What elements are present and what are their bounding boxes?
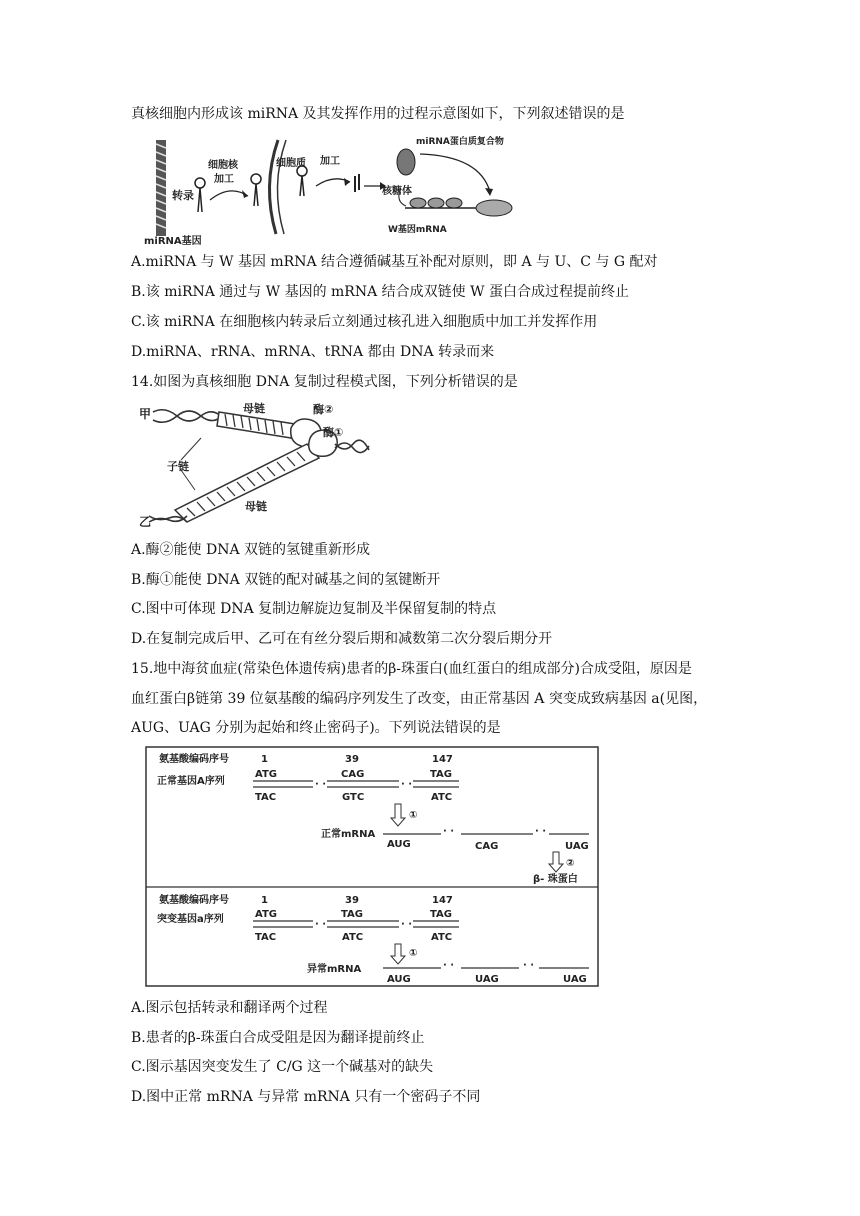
mutant-mrna-codon-39: UAG <box>475 974 499 985</box>
normal-pos-1: 1 <box>261 754 268 765</box>
blocked-mrna-complex <box>476 200 512 216</box>
svg-text:· ·: · · <box>401 919 413 930</box>
mutant-template-39: ATC <box>342 932 364 943</box>
yi-label: 乙 <box>139 515 152 529</box>
daughter-chain-label: 子链 <box>167 460 189 473</box>
q14-option-a: A.酶②能使 DNA 双链的氢键重新形成 <box>131 542 371 558</box>
enzyme-1-label: 酶① <box>323 426 344 439</box>
enzyme-2-label: 酶② <box>313 403 334 416</box>
normal-coding-147: TAG <box>430 769 452 780</box>
mutant-mrna-label: 异常mRNA <box>307 964 362 975</box>
mutant-gene-label: 突变基因a序列 <box>157 914 224 925</box>
normal-template-147: ATC <box>431 792 453 803</box>
q14-option-d: D.在复制完成后甲、乙可在有丝分裂后期和减数第二次分裂后期分开 <box>131 631 553 647</box>
q14-stem: 14.如图为真核细胞 DNA 复制过程模式图，下列分析错误的是 <box>131 374 518 390</box>
svg-text:· ·: · · <box>443 960 455 971</box>
dna-replication-figure <box>135 398 370 530</box>
mirna-gene-chromosome <box>156 140 166 236</box>
normal-gene-label: 正常基因A序列 <box>157 776 225 787</box>
mature-mirna <box>355 174 359 192</box>
q15-stem-line-2: 血红蛋白β链第 39 位氨基酸的编码序列发生了改变，由正常基因 A 突变成致病基因 a(见图， <box>131 691 708 707</box>
mutant-template-1: TAC <box>255 932 277 943</box>
q15-stem-line-3: AUG、UAG 分别为起始和终止密码子)。下列说法错误的是 <box>131 720 501 736</box>
mirna-process-figure <box>144 126 530 248</box>
ribosome-label: 核糖体 <box>382 186 412 197</box>
normal-mrna-codon-39: CAG <box>475 841 499 852</box>
mutant-mrna-codon-1: AUG <box>387 974 411 985</box>
complex-label: miRNA蛋白质复合物 <box>416 137 504 147</box>
svg-text:· ·: · · <box>401 779 413 790</box>
mutant-mrna-codon-147: UAG <box>563 974 587 985</box>
mother-chain-label-2: 母链 <box>245 500 267 513</box>
mirna-protein-complex <box>397 149 415 175</box>
q15-option-b: B.患者的β-珠蛋白合成受阻是因为翻译提前终止 <box>131 1030 425 1046</box>
w-mrna-label: W基因mRNA <box>388 225 447 235</box>
nucleus-label: 细胞核 <box>208 160 238 171</box>
upper-helix <box>153 410 225 423</box>
normal-template-1: TAC <box>255 792 277 803</box>
mutant-template-147: ATC <box>431 932 453 943</box>
svg-text:· ·: · · <box>443 826 455 837</box>
mother-chain-label-1: 母链 <box>243 402 265 415</box>
q13-option-a: A.miRNA 与 W 基因 mRNA 结合遵循碱基互补配对原则，即 A 与 U、C 与 G 配对 <box>131 254 658 270</box>
normal-coding-39: CAG <box>341 769 365 780</box>
mutant-pos-1: 1 <box>261 895 268 906</box>
mutant-coding-147: TAG <box>430 909 452 920</box>
pre-mirna-hairpin <box>251 174 261 206</box>
cytoplasm-processing-label: 加工 <box>320 156 340 167</box>
svg-text:· ·: · · <box>523 960 535 971</box>
parental-helix <box>335 440 369 452</box>
normal-template-39: GTC <box>342 792 365 803</box>
q13-stem: 真核细胞内形成该 miRNA 及其发挥作用的过程示意图如下，下列叙述错误的是 <box>131 106 625 122</box>
normal-mrna-label: 正常mRNA <box>321 829 376 840</box>
nucleus-processing-label: 加工 <box>214 174 234 185</box>
normal-step-1: ① <box>409 810 418 821</box>
normal-mrna-codon-1: AUG <box>387 839 411 850</box>
normal-step-2: ② <box>566 858 575 869</box>
cytoplasm-label: 细胞质 <box>276 158 306 169</box>
jia-label: 甲 <box>139 407 152 421</box>
mirna-gene-label: miRNA基因 <box>144 236 202 247</box>
q15-stem-line-1: 15.地中海贫血症(常染色体遗传病)患者的β-珠蛋白(血红蛋白的组成部分)合成受阻，原因是 <box>131 661 692 677</box>
svg-text:· ·: · · <box>535 826 547 837</box>
normal-codon-index-label: 氨基酸编码序号 <box>159 754 229 765</box>
mutant-pos-39: 39 <box>345 895 359 906</box>
nuclear-envelope <box>269 140 278 234</box>
transcription-label: 转录 <box>172 189 194 202</box>
q13-option-d: D.miRNA、rRNA、mRNA、tRNA 都由 DNA 转录而来 <box>131 344 495 360</box>
q15-option-c: C.图示基因突变发生了 C/G 这一个碱基对的缺失 <box>131 1059 434 1075</box>
normal-pos-147: 147 <box>432 754 453 765</box>
q15-option-a: A.图示包括转录和翻译两个过程 <box>131 1000 328 1016</box>
q13-option-c: C.该 miRNA 在细胞核内转录后立刻通过核孔进入细胞质中加工并发挥作用 <box>131 314 598 330</box>
pri-mirna-hairpin <box>195 178 205 212</box>
gene-mutation-figure <box>145 746 600 988</box>
exported-hairpin <box>297 166 307 196</box>
q13-option-b: B.该 miRNA 通过与 W 基因的 mRNA 结合成双链使 W 蛋白合成过程提前终止 <box>131 284 629 300</box>
mutant-coding-39: TAG <box>341 909 363 920</box>
svg-text:· ·: · · <box>315 919 327 930</box>
ribosomes <box>410 198 462 208</box>
q14-option-b: B.酶①能使 DNA 双链的配对碱基之间的氢键断开 <box>131 572 441 588</box>
normal-mrna-codon-147: UAG <box>565 841 589 852</box>
mutant-step-1: ① <box>409 948 418 959</box>
arrow-1 <box>210 191 248 200</box>
normal-pos-39: 39 <box>345 754 359 765</box>
q14-option-c: C.图中可体现 DNA 复制边解旋边复制及半保留复制的特点 <box>131 601 497 617</box>
normal-coding-1: ATG <box>255 769 277 780</box>
mutant-coding-1: ATG <box>255 909 277 920</box>
svg-text:· ·: · · <box>315 779 327 790</box>
beta-globin-label: β- 珠蛋白 <box>533 874 578 885</box>
mutant-pos-147: 147 <box>432 895 453 906</box>
q15-option-d: D.图中正常 mRNA 与异常 mRNA 只有一个密码子不同 <box>131 1089 481 1105</box>
mutant-codon-index-label: 氨基酸编码序号 <box>159 895 229 906</box>
